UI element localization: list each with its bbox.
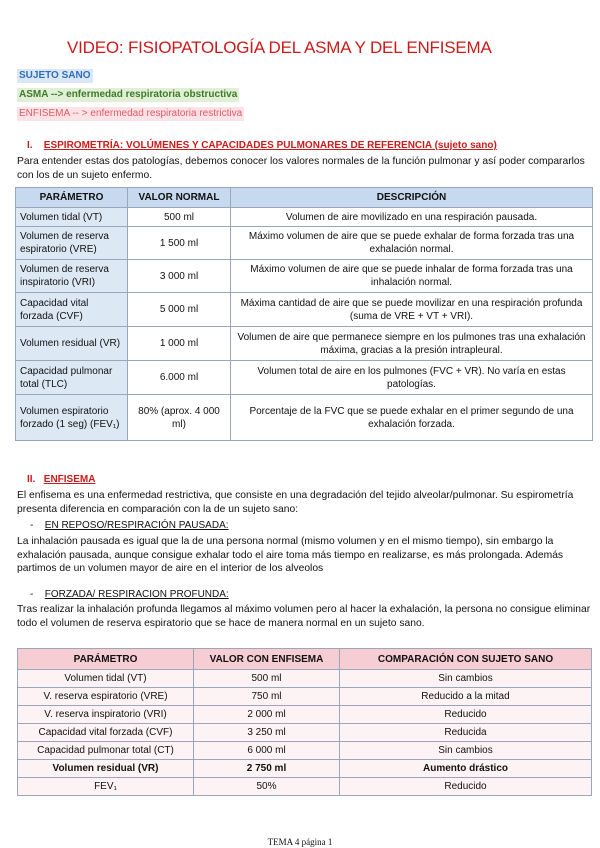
param-cell: FEV₁ <box>18 778 194 796</box>
section-2-title: ENFISEMA <box>43 474 96 485</box>
value-cell: 500 ml <box>128 208 231 227</box>
param-cell: Volumen tidal (VT) <box>16 208 128 227</box>
param-cell: Volumen residual (VR) <box>16 327 128 361</box>
header-valor-enfisema: VALOR CON ENFISEMA <box>194 649 340 670</box>
section-1-heading <box>27 140 497 151</box>
param-cell: Capacidad pulmonar total (TLC) <box>16 361 128 395</box>
table-row <box>18 760 592 778</box>
param-cell: Capacidad vital forzada (CVF) <box>18 724 194 742</box>
table-row <box>18 706 592 724</box>
param-cell: Capacidad pulmonar total (CT) <box>18 742 194 760</box>
page-footer: TEMA 4 página 1 <box>267 837 333 847</box>
comparison-cell: Aumento drástico <box>340 760 592 778</box>
header-descripcion: DESCRIPCIÓN <box>231 188 593 208</box>
table-row <box>16 227 593 260</box>
description-cell: Volumen total de aire en los pulmones (FVC + VR). No varía en estas patologías. <box>231 361 593 395</box>
subsection-forzada-text: Tras realizar la inhalación profunda llegamos al máximo volumen pero al hacer la exhalación, la persona no consigue eliminar todo el volumen de reserva espiratorio que se hace de manera normal en un sujeto sano. <box>17 604 591 629</box>
table-row <box>18 670 592 688</box>
value-cell: 3 000 ml <box>128 260 231 293</box>
table-row <box>16 327 593 361</box>
subsection-reposo-title: EN REPOSO/RESPIRACIÓN PAUSADA: <box>44 520 229 531</box>
table-row <box>16 260 593 293</box>
document-title: VIDEO: FISIOPATOLOGÍA DEL ASMA Y DEL ENFISEMA <box>67 38 492 57</box>
comparison-cell: Reducida <box>340 724 592 742</box>
value-cell: 5 000 ml <box>128 293 231 327</box>
comparison-cell: Sin cambios <box>340 742 592 760</box>
param-cell: Volumen de reserva espiratorio (VRE) <box>16 227 128 260</box>
param-cell: Volumen residual (VR) <box>18 760 194 778</box>
table-row <box>16 361 593 395</box>
table-row <box>18 778 592 796</box>
table-row <box>16 293 593 327</box>
normal-values-table <box>15 187 593 441</box>
header-parametro: PARÁMETRO <box>18 649 194 670</box>
header-valor-normal: VALOR NORMAL <box>128 188 231 208</box>
description-cell: Máximo volumen de aire que se puede inhalar de forma forzada tras una inhalación normal. <box>231 260 593 293</box>
enfisema-values-table <box>17 648 592 796</box>
description-cell: Máxima cantidad de aire que se puede movilizar en una respiración profunda (suma de VRE + VT + VRI). <box>231 293 593 327</box>
value-cell: 50% <box>194 778 340 796</box>
header-parametro: PARÁMETRO <box>16 188 128 208</box>
table-header-row <box>16 188 593 208</box>
section-1-number: I. <box>27 140 33 151</box>
legend-asma: ASMA --> enfermedad respiratoria obstructiva <box>19 89 238 100</box>
value-cell: 1 000 ml <box>128 327 231 361</box>
table-row <box>18 724 592 742</box>
legend-enfisema: ENFISEMA -- > enfermedad respiratoria restrictiva <box>19 108 243 119</box>
table-row <box>18 688 592 706</box>
subsection-dash: - <box>30 520 34 531</box>
section-2-heading <box>27 474 95 485</box>
param-cell: V. reserva espiratorio (VRE) <box>18 688 194 706</box>
description-cell: Porcentaje de la FVC que se puede exhalar en el primer segundo de una exhalación forzada. <box>231 395 593 441</box>
comparison-cell: Reducido <box>340 706 592 724</box>
value-cell: 80% (aprox. 4 000 ml) <box>128 395 231 441</box>
value-cell: 1 500 ml <box>128 227 231 260</box>
section-1-title: ESPIROMETRÍA: VOLÚMENES Y CAPACIDADES PULMONARES DE REFERENCIA (sujeto sano) <box>43 140 497 151</box>
param-cell: Volumen de reserva inspiratorio (VRI) <box>16 260 128 293</box>
description-cell: Volumen de aire que permanece siempre en los pulmones tras una exhalación máxima, gracias a la presión intrapleural. <box>231 327 593 361</box>
table-row <box>16 395 593 441</box>
header-comparacion: COMPARACIÓN CON SUJETO SANO <box>340 649 592 670</box>
value-cell: 6.000 ml <box>128 361 231 395</box>
value-cell: 3 250 ml <box>194 724 340 742</box>
subsection-forzada-title: FORZADA/ RESPIRACION PROFUNDA: <box>44 589 229 600</box>
table-header-row <box>18 649 592 670</box>
param-cell: Volumen tidal (VT) <box>18 670 194 688</box>
section-2-intro: El enfisema es una enfermedad restrictiva, que consiste en una degradación del tejido alveolar/pulmonar. Su espirometría presenta diferencia en comparación con la de un sujeto sano: <box>17 490 574 515</box>
value-cell: 750 ml <box>194 688 340 706</box>
description-cell: Máximo volumen de aire que se puede exhalar de forma forzada tras una exhalación normal. <box>231 227 593 260</box>
table-row <box>18 742 592 760</box>
section-2-number: II. <box>27 474 36 485</box>
subsection-reposo-heading <box>30 520 229 531</box>
value-cell: 2 000 ml <box>194 706 340 724</box>
subsection-reposo-text: La inhalación pausada es igual que la de una persona normal (mismo volumen y en el mismo tiempo), sin embargo la exhalación pausada, aunque consigue exhalar todo el aire toma más tiempo en realizarse, es más prolongada. Además partimos de un volumen mayor de aire en el interior de los alveolos <box>17 536 564 574</box>
param-cell: V. reserva inspiratorio (VRI) <box>18 706 194 724</box>
subsection-forzada-heading <box>30 589 229 600</box>
comparison-cell: Reducido <box>340 778 592 796</box>
legend-sujeto-sano: SUJETO SANO <box>19 70 91 81</box>
value-cell: 2 750 ml <box>194 760 340 778</box>
table-row <box>16 208 593 227</box>
param-cell: Volumen espiratorio forzado (1 seg) (FEV₁) <box>16 395 128 441</box>
description-cell: Volumen de aire movilizado en una respiración pausada. <box>231 208 593 227</box>
comparison-cell: Sin cambios <box>340 670 592 688</box>
value-cell: 500 ml <box>194 670 340 688</box>
section-1-intro: Para entender estas dos patologías, debemos conocer los valores normales de la función pulmonar y así poder compararlos con los de un sujeto enfermo. <box>17 156 585 181</box>
value-cell: 6 000 ml <box>194 742 340 760</box>
subsection-dash: - <box>30 589 34 600</box>
param-cell: Capacidad vital forzada (CVF) <box>16 293 128 327</box>
comparison-cell: Reducido a la mitad <box>340 688 592 706</box>
